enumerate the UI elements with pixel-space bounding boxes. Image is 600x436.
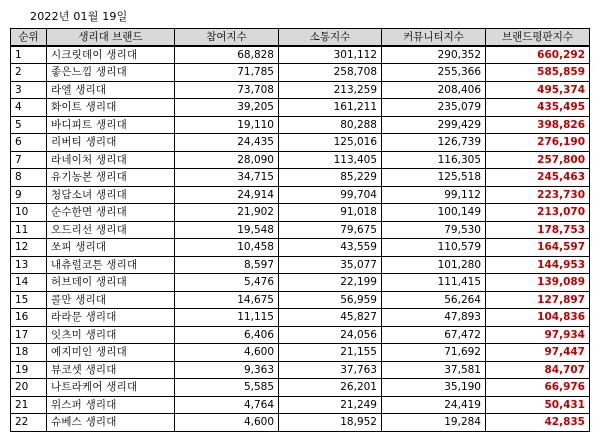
cell-community: 126,739 [382,134,486,152]
cell-community: 56,264 [382,291,486,309]
table-row [11,99,590,117]
cell-participation: 24,914 [175,186,279,204]
table-row [11,46,590,64]
cell-communication: 258,708 [279,64,382,82]
cell-participation: 9,363 [175,361,279,379]
cell-communication: 113,405 [279,151,382,169]
table-row [11,151,590,169]
cell-reputation: 66,976 [486,379,590,397]
cell-communication: 24,056 [279,326,382,344]
cell-brand: 잇츠미 생리대 [47,326,175,344]
table-header-row [11,29,590,47]
header-community: 커뮤니티지수 [382,29,486,47]
cell-community: 111,415 [382,274,486,292]
cell-participation: 4,600 [175,344,279,362]
cell-participation: 14,675 [175,291,279,309]
cell-community: 67,472 [382,326,486,344]
cell-communication: 18,952 [279,414,382,432]
cell-participation: 19,110 [175,116,279,134]
cell-reputation: 276,190 [486,134,590,152]
cell-reputation: 178,753 [486,221,590,239]
cell-reputation: 104,836 [486,309,590,327]
cell-communication: 26,201 [279,379,382,397]
cell-reputation: 97,934 [486,326,590,344]
cell-rank: 15 [11,291,47,309]
cell-participation: 24,435 [175,134,279,152]
table-row [11,256,590,274]
cell-communication: 125,016 [279,134,382,152]
cell-brand: 뷰코셋 생리대 [47,361,175,379]
table-row [11,379,590,397]
cell-participation: 10,458 [175,239,279,257]
cell-rank: 2 [11,64,47,82]
cell-rank: 12 [11,239,47,257]
cell-brand: 쏘피 생리대 [47,239,175,257]
header-reputation: 브랜드평판지수 [486,29,590,47]
cell-communication: 213,259 [279,81,382,99]
table-row [11,396,590,414]
cell-community: 71,692 [382,344,486,362]
cell-rank: 18 [11,344,47,362]
cell-participation: 5,585 [175,379,279,397]
cell-reputation: 84,707 [486,361,590,379]
table-row [11,116,590,134]
table-body [11,46,590,431]
cell-rank: 19 [11,361,47,379]
cell-communication: 79,675 [279,221,382,239]
cell-reputation: 257,800 [486,151,590,169]
cell-communication: 91,018 [279,204,382,222]
cell-rank: 20 [11,379,47,397]
cell-participation: 6,406 [175,326,279,344]
cell-rank: 16 [11,309,47,327]
cell-rank: 6 [11,134,47,152]
cell-participation: 8,597 [175,256,279,274]
cell-brand: 화이트 생리대 [47,99,175,117]
cell-participation: 19,548 [175,221,279,239]
cell-communication: 161,211 [279,99,382,117]
cell-reputation: 223,730 [486,186,590,204]
cell-participation: 11,115 [175,309,279,327]
cell-brand: 청담소녀 생리대 [47,186,175,204]
cell-reputation: 213,070 [486,204,590,222]
cell-rank: 1 [11,46,47,64]
cell-community: 19,284 [382,414,486,432]
cell-brand: 라엘 생리대 [47,81,175,99]
cell-brand: 바디피트 생리대 [47,116,175,134]
cell-rank: 3 [11,81,47,99]
cell-rank: 11 [11,221,47,239]
cell-reputation: 164,597 [486,239,590,257]
cell-brand: 콜만 생리대 [47,291,175,309]
table-row [11,169,590,187]
cell-brand: 라네이처 생리대 [47,151,175,169]
cell-brand: 내츄럴코튼 생리대 [47,256,175,274]
cell-brand: 좋은느낌 생리대 [47,64,175,82]
cell-rank: 8 [11,169,47,187]
table-row [11,361,590,379]
cell-communication: 21,249 [279,396,382,414]
cell-rank: 14 [11,274,47,292]
cell-communication: 85,229 [279,169,382,187]
cell-community: 37,581 [382,361,486,379]
cell-communication: 37,763 [279,361,382,379]
cell-communication: 35,077 [279,256,382,274]
cell-community: 101,280 [382,256,486,274]
header-communication: 소통지수 [279,29,382,47]
table-row [11,64,590,82]
cell-participation: 21,902 [175,204,279,222]
table-row [11,414,590,432]
cell-communication: 22,199 [279,274,382,292]
header-rank: 순위 [11,29,47,47]
cell-reputation: 245,463 [486,169,590,187]
cell-community: 299,429 [382,116,486,134]
cell-communication: 80,288 [279,116,382,134]
cell-rank: 17 [11,326,47,344]
table-row [11,274,590,292]
cell-community: 255,366 [382,64,486,82]
cell-reputation: 660,292 [486,46,590,64]
cell-reputation: 585,859 [486,64,590,82]
cell-community: 290,352 [382,46,486,64]
cell-community: 35,190 [382,379,486,397]
cell-rank: 7 [11,151,47,169]
table-row [11,204,590,222]
cell-rank: 13 [11,256,47,274]
cell-participation: 73,708 [175,81,279,99]
header-participation: 참여지수 [175,29,279,47]
cell-reputation: 398,826 [486,116,590,134]
table-row [11,291,590,309]
cell-brand: 허브데이 생리대 [47,274,175,292]
cell-brand: 리버티 생리대 [47,134,175,152]
cell-communication: 99,704 [279,186,382,204]
cell-community: 100,149 [382,204,486,222]
cell-participation: 5,476 [175,274,279,292]
cell-brand: 시크릿데이 생리대 [47,46,175,64]
cell-communication: 21,155 [279,344,382,362]
cell-rank: 22 [11,414,47,432]
table-row [11,81,590,99]
brand-reputation-table [10,28,590,432]
cell-reputation: 144,953 [486,256,590,274]
cell-brand: 오드리선 생리대 [47,221,175,239]
table-row [11,309,590,327]
cell-participation: 39,205 [175,99,279,117]
cell-brand: 위스퍼 생리대 [47,396,175,414]
cell-community: 116,305 [382,151,486,169]
cell-rank: 21 [11,396,47,414]
cell-reputation: 435,495 [486,99,590,117]
cell-communication: 301,112 [279,46,382,64]
cell-participation: 34,715 [175,169,279,187]
cell-brand: 순수한면 생리대 [47,204,175,222]
cell-community: 208,406 [382,81,486,99]
cell-communication: 43,559 [279,239,382,257]
cell-participation: 4,600 [175,414,279,432]
cell-rank: 5 [11,116,47,134]
date-label: 2022년 01월 19일 [30,10,128,23]
cell-brand: 슈베스 생리대 [47,414,175,432]
cell-reputation: 495,374 [486,81,590,99]
cell-reputation: 139,089 [486,274,590,292]
cell-participation: 28,090 [175,151,279,169]
cell-brand: 라라문 생리대 [47,309,175,327]
cell-brand: 나트라케어 생리대 [47,379,175,397]
cell-communication: 45,827 [279,309,382,327]
table-row [11,326,590,344]
cell-community: 125,518 [382,169,486,187]
cell-reputation: 50,431 [486,396,590,414]
cell-rank: 4 [11,99,47,117]
cell-reputation: 42,835 [486,414,590,432]
cell-community: 110,579 [382,239,486,257]
cell-participation: 71,785 [175,64,279,82]
table-row [11,344,590,362]
cell-community: 47,893 [382,309,486,327]
cell-participation: 68,828 [175,46,279,64]
cell-brand: 유기농본 생리대 [47,169,175,187]
cell-community: 235,079 [382,99,486,117]
table-row [11,134,590,152]
cell-communication: 56,959 [279,291,382,309]
cell-community: 24,419 [382,396,486,414]
cell-community: 79,530 [382,221,486,239]
cell-community: 99,112 [382,186,486,204]
cell-participation: 4,764 [175,396,279,414]
cell-rank: 9 [11,186,47,204]
cell-reputation: 127,897 [486,291,590,309]
table-row [11,221,590,239]
header-brand: 생리대 브랜드 [47,29,175,47]
cell-reputation: 97,447 [486,344,590,362]
table-row [11,186,590,204]
table-row [11,239,590,257]
cell-rank: 10 [11,204,47,222]
cell-brand: 예지미인 생리대 [47,344,175,362]
